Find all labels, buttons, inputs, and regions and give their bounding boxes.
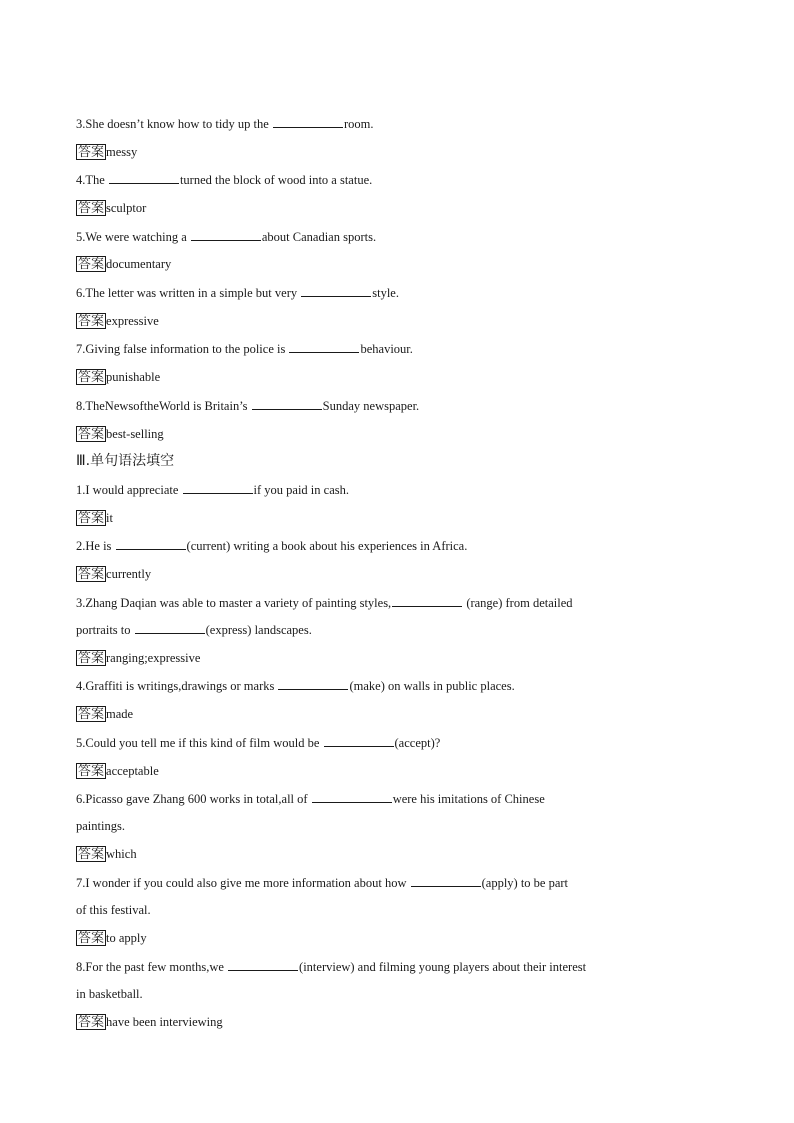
answer-tag: 答案	[78, 651, 105, 666]
answer-a6: 答案 expressive	[78, 314, 159, 329]
question-b3-line2: portraits to (express) landscapes.	[76, 623, 312, 637]
answer-tag: 答案	[78, 847, 105, 862]
question-a5: 5.We were watching a about Canadian sports.	[76, 230, 377, 244]
blank	[324, 735, 394, 747]
question-a8: 8.TheNewsoftheWorld is Britain’s Sunday newspaper.	[76, 399, 420, 413]
question-a7: 7.Giving false information to the police is behaviour.	[76, 342, 413, 356]
answer-b4: 答案 made	[78, 707, 134, 722]
blank	[252, 398, 322, 410]
answer-tag: 答案	[78, 931, 105, 946]
answer-tag: 答案	[78, 370, 105, 385]
answer-b6: 答案 which	[78, 847, 137, 862]
answer-tag: 答案	[78, 567, 105, 582]
blank	[135, 622, 205, 634]
answer-b7: 答案 to apply	[78, 931, 147, 946]
answer-tag: 答案	[78, 257, 105, 272]
question-b7-line1: 7.I wonder if you could also give me more information about how (apply) to be part	[76, 876, 569, 890]
answer-tag: 答案	[78, 145, 105, 160]
answer-b8: 答案 have been interviewing	[78, 1015, 223, 1030]
blank	[392, 595, 462, 607]
question-a4: 4.The turned the block of wood into a statue.	[76, 173, 373, 187]
question-b7-line2: of this festival.	[76, 903, 151, 917]
question-b5: 5.Could you tell me if this kind of film would be (accept)?	[76, 736, 441, 750]
question-b6-line1: 6.Picasso gave Zhang 600 works in total,all of were his imitations of Chinese	[76, 792, 545, 806]
answer-tag: 答案	[78, 511, 105, 526]
answer-tag: 答案	[78, 1015, 105, 1030]
answer-a4: 答案 sculptor	[78, 201, 147, 216]
blank	[183, 482, 253, 494]
blank	[273, 116, 343, 128]
blank	[191, 229, 261, 241]
blank	[289, 341, 359, 353]
question-b8-line2: in basketball.	[76, 987, 143, 1001]
question-b8-line1: 8.For the past few months,we (interview) and filming young players about their interest	[76, 960, 587, 974]
question-a3: 3.She doesn’t know how to tidy up the room.	[76, 117, 374, 131]
blank	[116, 538, 186, 550]
blank	[301, 285, 371, 297]
answer-b3: 答案 ranging;expressive	[78, 651, 201, 666]
blank	[278, 678, 348, 690]
answer-tag: 答案	[78, 764, 105, 779]
answer-tag: 答案	[78, 201, 105, 216]
answer-b2: 答案 currently	[78, 567, 152, 582]
answer-a3: 答案 messy	[78, 145, 138, 160]
question-b3-line1: 3.Zhang Daqian was able to master a variety of painting styles, (range) from detailed	[76, 596, 573, 610]
blank	[312, 791, 392, 803]
question-a6: 6.The letter was written in a simple but very style.	[76, 286, 399, 300]
answer-a5: 答案 documentary	[78, 257, 172, 272]
answer-tag: 答案	[78, 427, 105, 442]
answer-a8: 答案 best-selling	[78, 427, 164, 442]
question-b6-line2: paintings.	[76, 819, 125, 833]
answer-b5: 答案 acceptable	[78, 764, 159, 779]
blank	[228, 959, 298, 971]
blank	[109, 172, 179, 184]
answer-tag: 答案	[78, 314, 105, 329]
question-b4: 4.Graffiti is writings,drawings or marks (make) on walls in public places.	[76, 679, 515, 693]
section-heading: Ⅲ.单句语法填空	[76, 453, 175, 469]
answer-a7: 答案 punishable	[78, 370, 161, 385]
blank	[411, 875, 481, 887]
answer-tag: 答案	[78, 707, 105, 722]
answer-b1: 答案 it	[78, 511, 113, 526]
question-b1: 1.I would appreciate if you paid in cash.	[76, 483, 349, 497]
question-b2: 2.He is (current) writing a book about his experiences in Africa.	[76, 539, 468, 553]
